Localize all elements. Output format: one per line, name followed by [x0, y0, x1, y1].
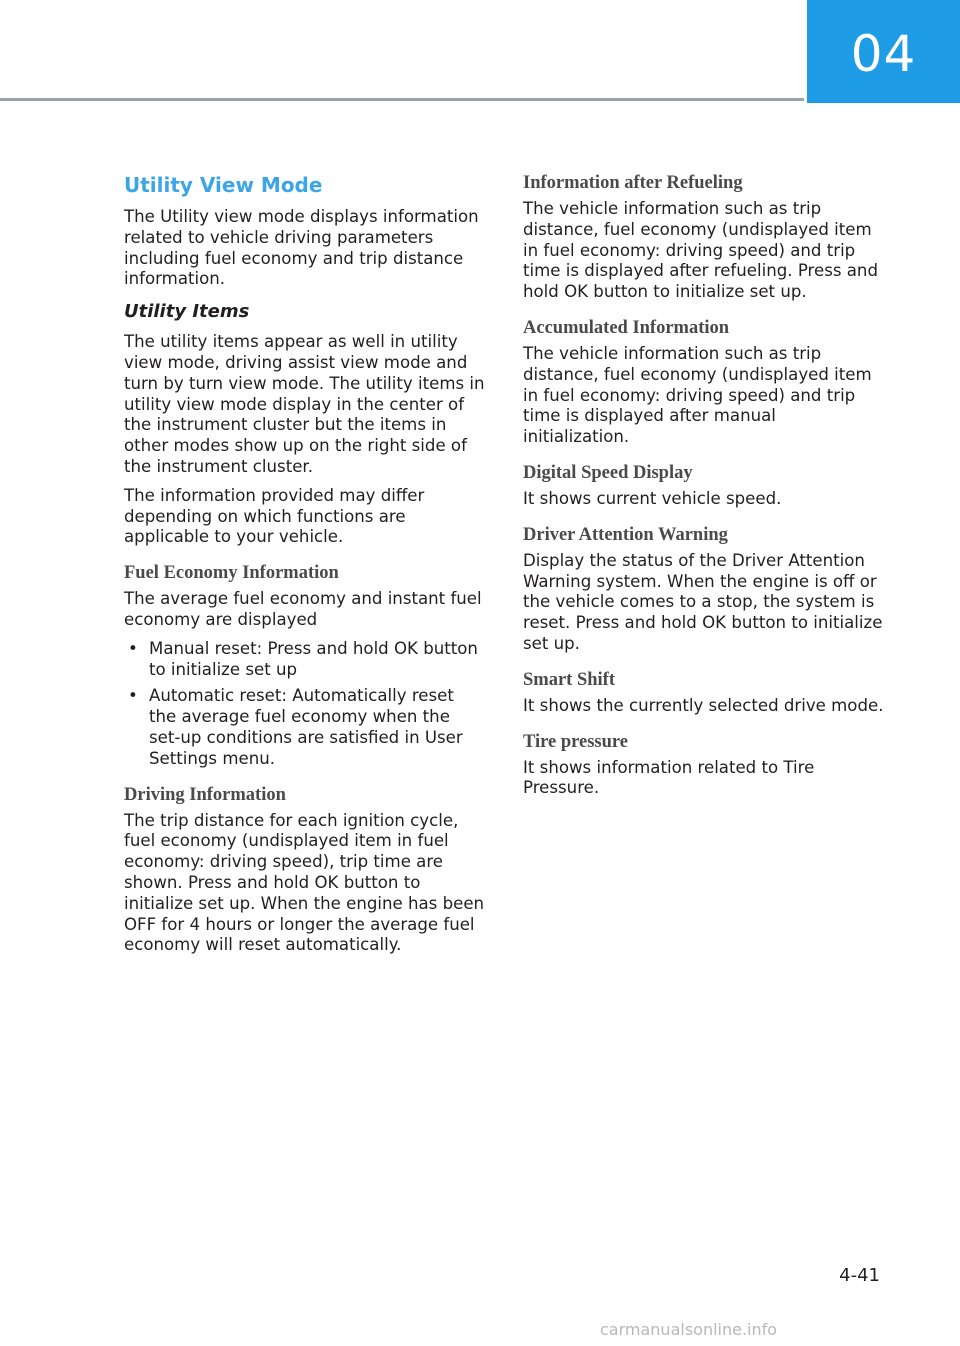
driving-info-heading: Driving Information	[124, 784, 286, 805]
digital-speed-heading: Digital Speed Display	[523, 462, 693, 483]
left-column	[124, 172, 486, 964]
list-item	[124, 639, 486, 681]
utility-items-note: The information provided may differ depending on which functions are applicable to your vehicle.	[124, 485, 425, 547]
intro-paragraph: The Utility view mode displays information related to vehicle driving parameters including fuel economy and trip distance information.	[124, 207, 479, 289]
driver-attention-paragraph: Display the status of the Driver Attention Warning system. When the engine is off or the vehicle comes to a stop, the system is reset. Press and hold OK button to initialize set up.	[523, 550, 883, 653]
list-item	[124, 686, 486, 769]
fuel-economy-heading: Fuel Economy Information	[124, 563, 339, 584]
utility-items-heading: Utility Items	[124, 301, 250, 323]
accumulated-paragraph: The vehicle information such as trip distance, fuel economy (undisplayed item in fuel economy: driving speed) and trip time is displayed after manual initialization.	[523, 343, 872, 447]
tire-pressure-paragraph: It shows information related to Tire Pressure.	[523, 757, 815, 798]
accumulated-heading: Accumulated Information	[523, 317, 730, 338]
refuel-paragraph: The vehicle information such as trip distance, fuel economy (undisplayed item in fuel economy: driving speed) and trip time is displayed after refueling. Press and hold OK button to initialize set up.	[523, 199, 878, 302]
watermark: carmanualsonline.info	[600, 1320, 778, 1339]
driving-info-paragraph: The trip distance for each ignition cycle, fuel economy (undisplayed item in fuel economy: driving speed), trip time are shown. Press and hold OK button to initialize set up. When the engine has been OFF for 4 hours or longer the average fuel economy will reset automatically.	[124, 810, 485, 955]
header-divider	[0, 98, 804, 101]
section-title: Utility View Mode	[124, 173, 323, 197]
chapter-number: 04	[850, 24, 917, 83]
list-item-text: Manual reset: Press and hold OK button to initialize set up	[149, 638, 478, 679]
smart-shift-heading: Smart Shift	[523, 669, 615, 690]
fuel-economy-paragraph: The average fuel economy and instant fuel economy are displayed	[124, 589, 482, 629]
right-column	[523, 172, 885, 807]
digital-speed-paragraph: It shows current vehicle speed.	[523, 488, 782, 508]
utility-items-paragraph: The utility items appear as well in utility view mode, driving assist view mode and turn by turn view mode. The utility items in utility view mode display in the center of the instrument cluster but the items in other modes show up on the right side of the instrument cluster.	[124, 332, 485, 476]
smart-shift-paragraph: It shows the currently selected drive mode.	[523, 695, 884, 715]
refuel-heading: Information after Refueling	[523, 173, 743, 193]
driver-attention-heading: Driver Attention Warning	[523, 524, 728, 545]
bullet-icon: •	[128, 686, 138, 706]
list-item-text: Automatic reset: Automatically reset the average fuel economy when the set-up conditions are satisfied in User Settings menu.	[149, 686, 463, 768]
bullet-icon: •	[128, 638, 138, 658]
chapter-tab	[807, 0, 960, 103]
page-number: 4-41	[839, 1265, 880, 1286]
fuel-economy-list	[124, 639, 486, 770]
tire-pressure-heading: Tire pressure	[523, 731, 629, 752]
